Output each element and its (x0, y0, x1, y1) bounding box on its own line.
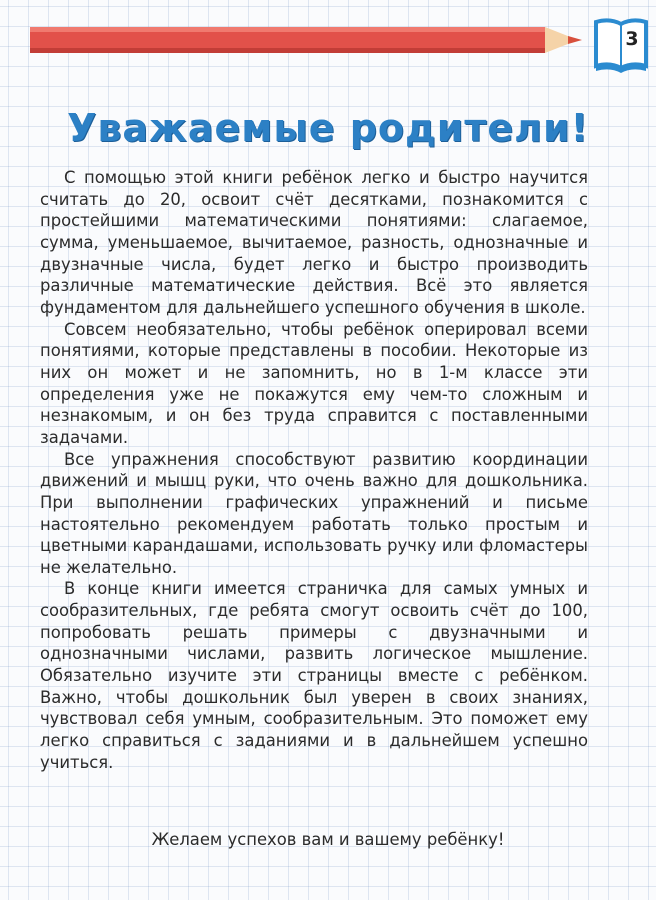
paragraph: В конце книги имеется страничка для самых умных и сообразительных, где ребята смогут освоить счёт до 100, попробовать решать примеры с двузначными и однозначными числами, развить логическое мышление. Обязательно изучите эти страницы вместе с ребёнком. Важно, чтобы дошкольник был уверен в своих знаниях, чувствовал себя умным, сообразительным. Это поможет ему легко справиться с заданиями и в дальнейшем успешно учиться. (40, 579, 588, 772)
page-number: 3 (625, 28, 639, 50)
page-title: Уважаемые родители! (67, 106, 589, 150)
paragraph: Все упражнения способствуют развитию координации движений и мышц руки, что очень важно для дошкольника. При выполнении графических упражнений и письме настоятельно рекомендуем работать только простым и цветными карандашами, использовать ручку или фломастеры не желательно. (40, 449, 588, 577)
pencil-header-decoration (30, 25, 590, 55)
closing-wish: Желаем успехов вам и вашему ребёнку! (151, 830, 505, 849)
body-text (40, 167, 588, 773)
paragraph: Совсем необязательно, чтобы ребёнок оперировал всеми понятиями, которые представлены в пособии. Некоторые из них он может и не запомнить, но в 1-м классе эти определения уже не покажутся ему чем-то сложным и незнакомым, и он без труда справится с поставленными задачами. (40, 319, 588, 447)
paragraph: С помощью этой книги ребёнок легко и быстро научится считать до 20, освоит счёт десятками, познакомится с простейшими математическими понятиями: слагаемое, сумма, уменьшаемое, вычитаемое, разность, однозначные и двузначные числа, будет легко и быстро производить различные математические действия. Всё это является фундаментом для дальнейшего успешного обучения в школе. (40, 168, 588, 317)
